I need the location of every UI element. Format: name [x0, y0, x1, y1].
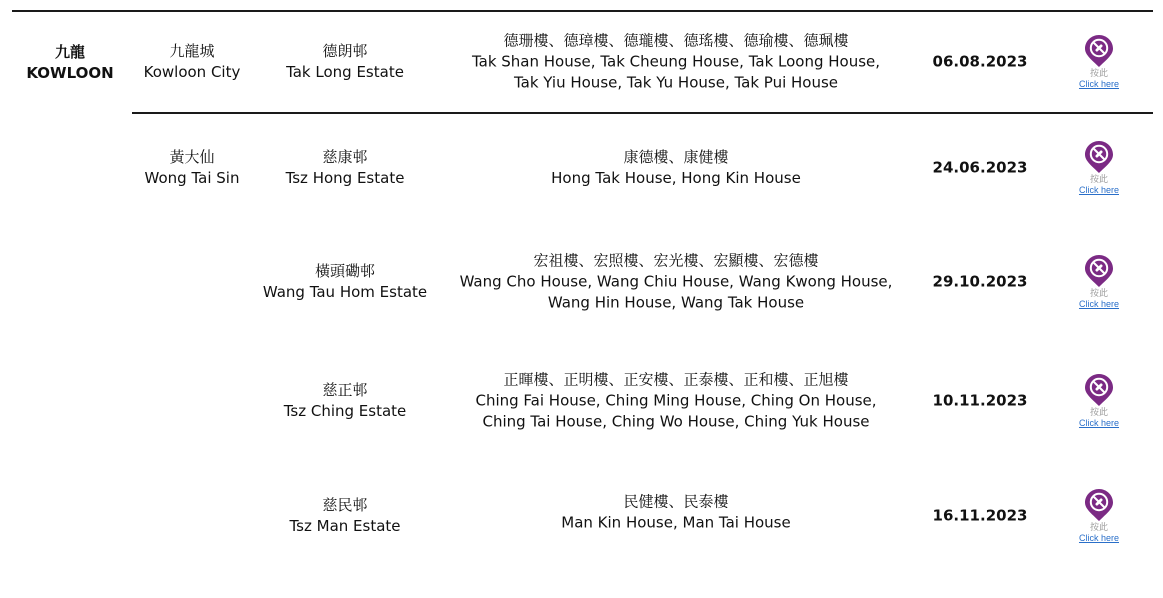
district-name-en: Wong Tai Sin: [144, 169, 240, 187]
click-here-label-zh: 按此: [1089, 175, 1108, 185]
date-cell: 24.06.2023: [932, 158, 1028, 177]
no-entry-location-pin-icon: [1073, 34, 1125, 68]
estate-name-en: Wang Tau Hom Estate: [262, 283, 428, 301]
blocks-line: Wang Cho House, Wang Chiu House, Wang Kwong House,: [459, 272, 893, 291]
click-here-label-en[interactable]: Click here: [1078, 79, 1119, 89]
estate-name-en: Tsz Ching Estate: [283, 402, 407, 420]
estate-name-en: Tsz Man Estate: [289, 517, 401, 535]
blocks-line: Wang Hin House, Wang Tak House: [547, 293, 805, 312]
blocks-line: 德珊樓、德璋樓、德瓏樓、德瑤樓、德瑜樓、德珮樓: [503, 31, 849, 50]
table-row: [0, 471, 1163, 561]
estate-cell: [255, 261, 435, 303]
estate-cell: [255, 495, 435, 537]
click-here-link[interactable]: [1073, 34, 1125, 90]
table-top-rule: [12, 10, 1153, 12]
click-here-label-en[interactable]: Click here: [1078, 185, 1119, 195]
table-row: [0, 118, 1163, 218]
table-row: [0, 351, 1163, 451]
date-cell: 29.10.2023: [932, 272, 1028, 291]
no-entry-location-pin-icon: [1073, 140, 1125, 174]
district-cell: [132, 41, 252, 83]
region-label-zh: 九龍: [54, 43, 85, 61]
estate-cell: [255, 380, 435, 422]
date-cell: 10.11.2023: [932, 391, 1028, 410]
blocks-line: 康德樓、康健樓: [623, 148, 729, 166]
estate-name-zh: 慈正邨: [322, 381, 368, 399]
estate-cell: [255, 41, 435, 83]
click-here-label-en[interactable]: Click here: [1078, 299, 1119, 309]
blocks-line: Hong Tak House, Hong Kin House: [551, 169, 801, 187]
click-here-label-en[interactable]: Click here: [1078, 418, 1119, 428]
estate-name-en: Tak Long Estate: [286, 63, 404, 81]
click-here-label-zh: 按此: [1089, 69, 1108, 79]
click-here-label-zh: 按此: [1089, 523, 1108, 533]
click-here-label-zh: 按此: [1089, 408, 1108, 418]
district-name-en: Kowloon City: [143, 63, 241, 81]
click-here-label-en[interactable]: Click here: [1078, 533, 1119, 543]
blocks-line: Tak Yiu House, Tak Yu House, Tak Pui House: [513, 73, 839, 92]
click-here-link[interactable]: [1073, 254, 1125, 310]
blocks-cell: [440, 251, 912, 314]
blocks-line: 正暉樓、正明樓、正安樓、正泰樓、正和樓、正旭樓: [503, 370, 849, 389]
district-name-zh: 九龍城: [169, 42, 215, 60]
click-here-link[interactable]: [1073, 140, 1125, 196]
blocks-line: Man Kin House, Man Tai House: [561, 513, 791, 532]
blocks-line: 民健樓、民泰樓: [623, 492, 729, 511]
no-entry-location-pin-icon: [1073, 254, 1125, 288]
blocks-cell: [440, 492, 912, 534]
blocks-line: Ching Fai House, Ching Ming House, Ching On House,: [475, 391, 877, 410]
date-cell: 06.08.2023: [932, 52, 1028, 71]
click-here-link[interactable]: [1073, 488, 1125, 544]
district-cell: [132, 147, 252, 189]
no-entry-location-pin-icon: [1073, 373, 1125, 407]
estate-name-en: Tsz Hong Estate: [285, 169, 405, 187]
blocks-cell: [440, 31, 912, 94]
estate-name-zh: 慈民邨: [322, 496, 368, 514]
estate-name-zh: 慈康邨: [322, 148, 368, 166]
table-row: [0, 232, 1163, 332]
estate-name-zh: 橫頭磡邨: [314, 262, 375, 280]
district-divider-rule: [132, 112, 1153, 114]
date-cell: 16.11.2023: [932, 506, 1028, 525]
table-row: [0, 14, 1163, 110]
no-entry-location-pin-icon: [1073, 488, 1125, 522]
blocks-line: Ching Tai House, Ching Wo House, Ching Yuk House: [482, 412, 870, 431]
estate-cell: [255, 147, 435, 189]
click-here-label-zh: 按此: [1089, 289, 1108, 299]
blocks-line: 宏祖樓、宏照樓、宏光樓、宏顯樓、宏德樓: [533, 251, 819, 270]
region-label-en: KOWLOON: [26, 64, 114, 82]
blocks-cell: [440, 370, 912, 433]
district-name-zh: 黃大仙: [169, 148, 215, 166]
click-here-link[interactable]: [1073, 373, 1125, 429]
blocks-line: Tak Shan House, Tak Cheung House, Tak Loong House,: [471, 52, 881, 71]
estate-name-zh: 德朗邨: [322, 42, 368, 60]
blocks-cell: [440, 147, 912, 189]
